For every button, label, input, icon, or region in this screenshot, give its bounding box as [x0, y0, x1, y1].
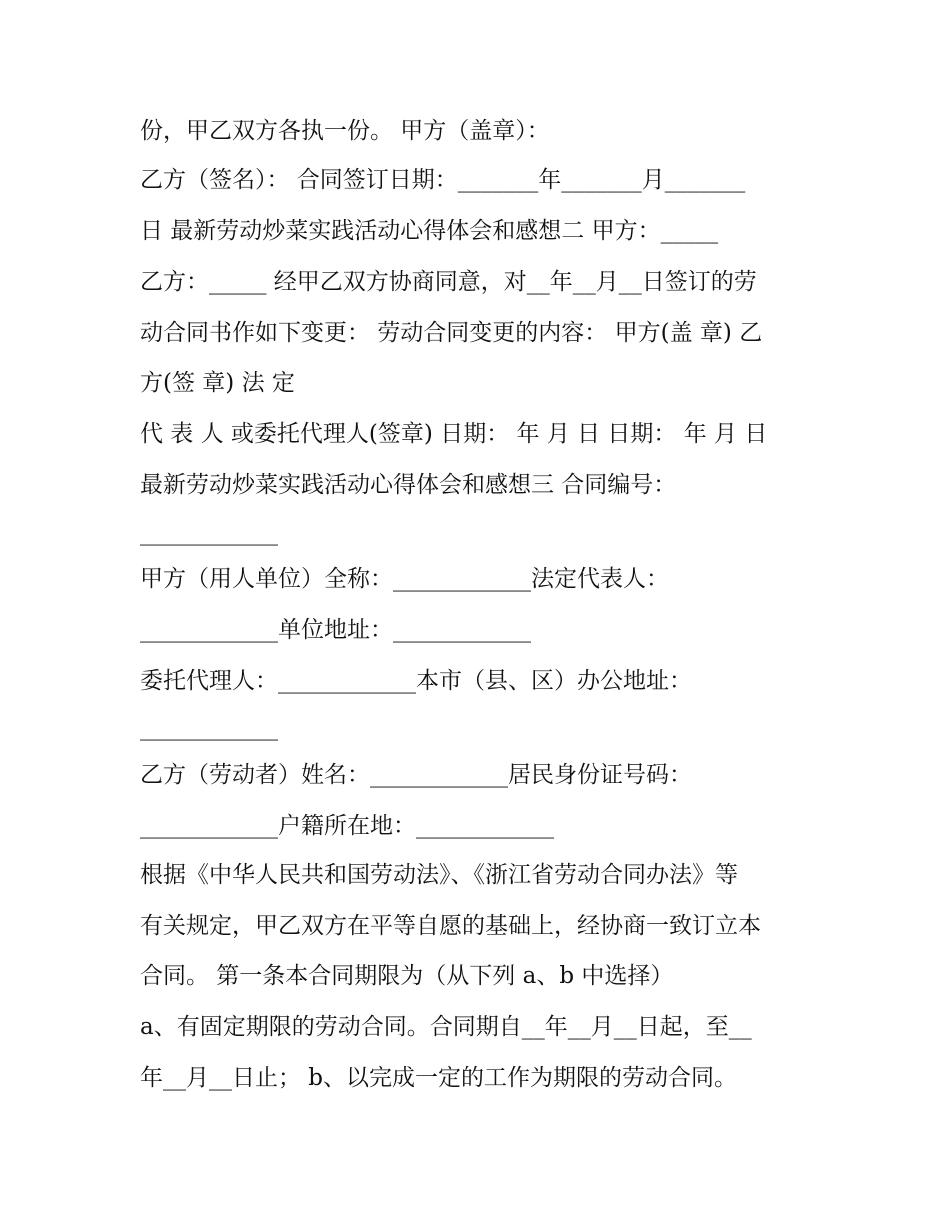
- text-line: ____________: [140, 520, 278, 546]
- text-line: 最新劳动炒菜实践活动心得体会和感想三 合同编号：: [140, 472, 677, 498]
- text-line: ____________单位地址：____________: [140, 617, 531, 643]
- text-line: 甲方（用人单位）全称：____________法定代表人：: [140, 566, 669, 592]
- text-line: 日 最新劳动炒菜实践活动心得体会和感想二 甲方：_____: [140, 218, 719, 244]
- text-line: ____________户籍所在地：____________: [140, 813, 554, 839]
- text-line: 年__月__日止； b、以完成一定的工作为期限的劳动合同。: [140, 1065, 738, 1091]
- text-line: 代 表 人 或委托代理人(签章) 日期： 年 月 日 日期： 年 月 日: [140, 421, 768, 447]
- text-line: 委托代理人：____________本市（县、区）办公地址：: [140, 668, 692, 694]
- text-line: 乙方：_____ 经甲乙双方协商同意，对__年__月__日签订的劳: [140, 269, 757, 295]
- text-line: ____________: [140, 715, 278, 741]
- text-line: a、有固定期限的劳动合同。合同期自__年__月__日起，至__: [140, 1014, 752, 1040]
- text-line: 根据《中华人民共和国劳动法》、《浙江省劳动合同办法》等: [140, 862, 738, 888]
- text-line: 乙方（劳动者）姓名：____________居民身份证号码：: [140, 762, 692, 788]
- text-line: 动合同书作如下变更： 劳动合同变更的内容： 甲方(盖 章) 乙: [140, 320, 763, 346]
- text-line: 有关规定，甲乙双方在平等自愿的基础上，经协商一致订立本: [140, 913, 761, 939]
- text-line: 份，甲乙双方各执一份。 甲方（盖章）：: [140, 118, 550, 144]
- text-line: 合同。 第一条本合同期限为（从下列 a、b 中选择）: [140, 963, 674, 989]
- text-line: 方(签 章) 法 定: [140, 370, 295, 396]
- text-line: 乙方（签名）： 合同签订日期：_______年_______月_______: [140, 167, 746, 193]
